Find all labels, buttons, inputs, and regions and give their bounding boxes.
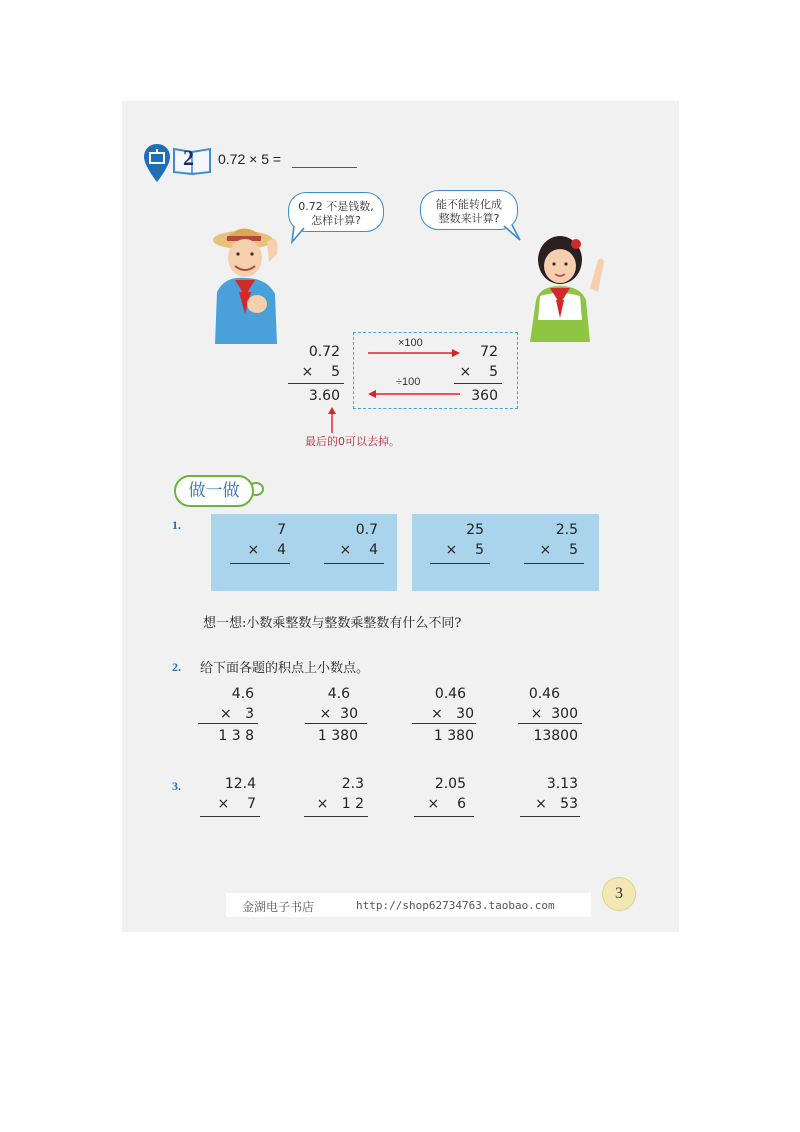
footer-store-name: 金湖电子书店 [242,900,315,914]
calc-line [305,723,367,724]
calc-right-top: 72 [480,344,498,360]
calc-line [304,816,368,817]
q3-p2-mid: × 1 2 [316,796,364,812]
calc-left-top: 0.72 [308,344,340,360]
q1-number: 1. [172,518,181,532]
girl-bubble-line-1: 能不能转化成 [436,198,502,211]
calc-line [524,563,584,564]
q1-p2-mid: × 4 [339,542,378,558]
calc-line [198,723,258,724]
q2-p2-result: 1 380 [317,728,358,744]
q3-p3-mid: × 6 [427,796,466,812]
q2-p4-mid: × 300 [530,706,578,722]
arrow-label-forward: ×100 [398,337,423,349]
calc-line [430,563,490,564]
calc-line [520,816,580,817]
q1-p1-mid: × 4 [247,542,286,558]
arrow-label-back: ÷100 [396,376,421,388]
example-expression: 0.72 × 5 = [218,151,282,167]
q3-p4-top: 3.13 [546,776,578,792]
calc-line [518,723,582,724]
q1-p2-top: 0.7 [355,522,378,538]
q1-p4-top: 2.5 [555,522,578,538]
boy-illustration [205,222,295,347]
answer-blank [292,167,357,168]
q2-p1-mid: × 3 [220,706,254,722]
calc-line [324,563,384,564]
q2-p3-result: 1 380 [433,728,474,744]
boy-bubble-line-2: 怎样计算? [311,214,361,227]
q1-hint: 想一想:小数乘整数与整数乘整数有什么不同? [203,616,462,631]
calc-left-mid: × 5 [301,364,340,380]
q2-p2-mid: × 30 [319,706,358,722]
location-pin-icon [143,143,171,183]
calc-line [288,383,344,384]
calc-right-result: 360 [471,388,498,404]
q2-instruction: 给下面各题的积点上小数点。 [200,661,370,676]
calc-right-mid: × 5 [459,364,498,380]
bubble-tail [500,224,522,242]
red-arrow-up-icon [327,407,337,433]
boy-bubble-line-1: 0.72 不是钱数, [298,200,374,213]
q2-p3-top: 0.46 [434,686,466,702]
q3-number: 3. [172,779,181,793]
q2-p2-top: 4.6 [327,686,350,702]
q1-p3-mid: × 5 [445,542,484,558]
calc-line [454,383,502,384]
q3-p4-mid: × 53 [535,796,578,812]
q2-p3-mid: × 30 [431,706,474,722]
example-number: 2 [183,145,194,170]
q3-p3-top: 2.05 [434,776,466,792]
q3-p1-top: 12.4 [224,776,256,792]
q1-p4-mid: × 5 [539,542,578,558]
footer-banner [226,893,591,917]
page-number: 3 [602,877,636,911]
girl-bubble-line-2: 整数来计算? [438,212,500,225]
q2-p1-top: 4.6 [231,686,254,702]
calc-line [200,816,260,817]
q2-p1-result: 1 3 8 [218,728,254,744]
girl-illustration [520,230,610,345]
section-tag: 做一做 [174,475,254,507]
calc-line [414,816,474,817]
note-trailing-zero: 最后的0可以去掉。 [305,435,400,448]
calc-line [230,563,290,564]
footer-url[interactable]: http://shop62734763.taobao.com [356,899,555,912]
q2-p4-result: 13800 [533,728,578,744]
q3-p2-top: 2.3 [341,776,364,792]
q1-p1-top: 7 [277,522,286,538]
q2-number: 2. [172,660,181,674]
q1-p3-top: 25 [466,522,484,538]
q2-p4-top: 0.46 [528,686,560,702]
q3-p1-mid: × 7 [217,796,256,812]
calc-left-result: 3.60 [308,388,340,404]
calc-line [412,723,476,724]
